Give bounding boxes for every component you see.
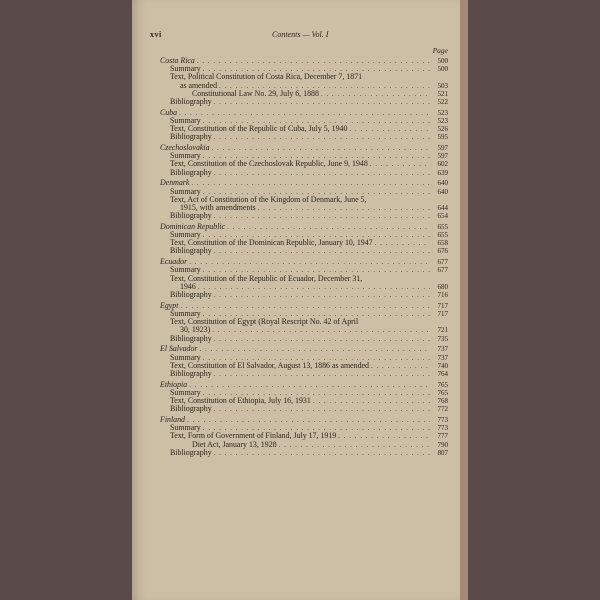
dot-leader xyxy=(212,144,430,152)
toc-entry-text: Summary xyxy=(170,352,201,362)
dot-leader xyxy=(199,345,430,353)
toc-page-number: 522 xyxy=(437,97,448,106)
toc-page-number: 765 xyxy=(437,388,448,397)
toc-entry-text: Bibliography xyxy=(170,404,212,414)
dot-leader xyxy=(258,204,430,212)
toc-entry xyxy=(160,405,448,413)
page-folio: xvi xyxy=(150,30,162,39)
toc-entry-text: Dominican Republic xyxy=(160,221,226,231)
toc-entry-text: Text, Political Constitution of Costa Rica, December 7, 1871 xyxy=(170,72,363,82)
toc-entry-text: Text, Act of Constitution of the Kingdom of Denmark, June 5, xyxy=(170,194,367,204)
toc-page-number: 655 xyxy=(437,231,448,240)
dot-leader xyxy=(189,258,430,266)
toc-page-number: 644 xyxy=(437,203,448,212)
toc-entry-text: Text, Constitution of the Republic of Ecuador, December 31, xyxy=(170,273,363,283)
toc-country-heading xyxy=(160,416,448,424)
toc-page-number: 503 xyxy=(437,81,448,90)
toc-entry-text: Summary xyxy=(170,115,201,125)
dot-leader xyxy=(349,125,430,133)
toc-entry-text: Text, Constitution of the Republic of Cuba, July 5, 1940 xyxy=(170,124,348,134)
toc-page-number: 658 xyxy=(437,239,448,248)
toc-entry-text: Text, Constitution of the Czechoslovak Republic, June 9, 1948 xyxy=(170,159,368,169)
toc-page-number: 595 xyxy=(437,133,448,142)
dot-leader xyxy=(214,291,430,299)
toc-page-number: 737 xyxy=(437,345,448,354)
toc-entry-text: Text, Form of Government of Finland, July 17, 1919 xyxy=(170,431,337,441)
dot-leader xyxy=(214,212,430,220)
toc-page-number: 602 xyxy=(437,160,448,169)
toc-page-number: 677 xyxy=(437,258,448,267)
dot-leader xyxy=(214,133,430,141)
toc-entry-text: Summary xyxy=(170,423,201,433)
toc-country-heading xyxy=(160,109,448,117)
toc-page-number: 523 xyxy=(437,108,448,117)
dot-leader xyxy=(212,326,430,334)
toc-page-number: 655 xyxy=(437,222,448,231)
toc-entry-text: Bibliography xyxy=(170,96,212,106)
toc-page-number: 500 xyxy=(437,56,448,65)
toc-entry xyxy=(160,212,448,220)
toc-entry xyxy=(160,291,448,299)
toc-page-number: 716 xyxy=(437,291,448,300)
dot-leader xyxy=(375,239,430,247)
toc-entry xyxy=(160,370,448,378)
toc-country-heading xyxy=(160,144,448,152)
toc-entry-text: Denmark xyxy=(160,178,190,188)
table-of-contents xyxy=(160,57,448,457)
toc-entry xyxy=(160,449,448,457)
toc-country-heading xyxy=(160,302,448,310)
toc-entry-text: Ethiopia xyxy=(160,379,188,389)
toc-entry xyxy=(160,133,448,141)
toc-page-number: 790 xyxy=(437,440,448,449)
toc-entry-text: Text, Constitution of Egypt (Royal Rescript No. 42 of April xyxy=(170,317,359,327)
toc-country-heading xyxy=(160,381,448,389)
dot-leader xyxy=(214,370,430,378)
page-edge xyxy=(460,0,468,600)
toc-country-heading xyxy=(160,258,448,266)
toc-entry-text: Bibliography xyxy=(170,447,212,457)
dot-leader xyxy=(370,160,430,168)
toc-page-number: 526 xyxy=(437,125,448,134)
toc-entry-text: 1946 xyxy=(180,281,196,291)
dot-leader xyxy=(189,381,430,389)
dot-leader xyxy=(214,169,430,177)
toc-page-number: 721 xyxy=(437,326,448,335)
toc-page-number: 773 xyxy=(437,424,448,433)
toc-entry-text: Bibliography xyxy=(170,246,212,256)
toc-entry-text: Egypt xyxy=(160,300,179,310)
dot-leader xyxy=(279,441,430,449)
toc-entry-text: Summary xyxy=(170,308,201,318)
toc-country-heading xyxy=(160,345,448,353)
toc-entry-text: Finland xyxy=(160,415,185,425)
toc-entry-text: Text, Constitution of Ethiopia, July 16, 1931 xyxy=(170,396,311,406)
toc-country-heading xyxy=(160,223,448,231)
toc-entry-text: Cuba xyxy=(160,107,178,117)
toc-entry-text: Text, Constitution of the Dominican Republic, January 10, 1947 xyxy=(170,238,373,248)
toc-entry xyxy=(160,248,448,256)
toc-entry-text: 1915, with amendments xyxy=(180,202,256,212)
toc-page-number: 740 xyxy=(437,361,448,370)
toc-page-number: 807 xyxy=(437,448,448,457)
dot-leader xyxy=(371,362,430,370)
toc-page-number: 640 xyxy=(437,187,448,196)
dot-leader xyxy=(214,405,430,413)
toc-page-number: 735 xyxy=(437,334,448,343)
toc-page-number: 676 xyxy=(437,247,448,256)
toc-page-number: 597 xyxy=(437,152,448,161)
dot-leader xyxy=(191,179,430,187)
running-title: Contents — Vol. I xyxy=(272,30,329,39)
dot-leader xyxy=(321,90,430,98)
toc-page-number: 737 xyxy=(437,353,448,362)
toc-page-number: 765 xyxy=(437,380,448,389)
toc-entry-text: as amended xyxy=(180,80,218,90)
book-page xyxy=(132,0,460,600)
dot-leader xyxy=(338,432,430,440)
toc-page-number: 680 xyxy=(437,282,448,291)
toc-page-number: 773 xyxy=(437,416,448,425)
dot-leader xyxy=(187,416,430,424)
toc-page-number: 677 xyxy=(437,266,448,275)
toc-page-number: 597 xyxy=(437,144,448,153)
toc-entry-text: Text, Constitution of El Salvador, August 13, 1886 as amended xyxy=(170,360,370,370)
dot-leader xyxy=(313,397,430,405)
toc-page-number: 500 xyxy=(437,65,448,74)
toc-entry-text: Summary xyxy=(170,186,201,196)
toc-page-number: 768 xyxy=(437,397,448,406)
dot-leader xyxy=(214,449,430,457)
toc-entry-text: Diet Act, January 13, 1928 xyxy=(192,439,277,449)
toc-page-number: 764 xyxy=(437,369,448,378)
dot-leader xyxy=(198,283,430,291)
toc-country-heading xyxy=(160,57,448,65)
toc-entry-text: Summary xyxy=(170,387,201,397)
toc-page-number: 717 xyxy=(437,301,448,310)
toc-entry-text: 30, 1923) xyxy=(180,325,211,335)
toc-page-number: 521 xyxy=(437,89,448,98)
toc-entry-text: Summary xyxy=(170,230,201,240)
dot-leader xyxy=(197,57,430,65)
toc-entry-text: Bibliography xyxy=(170,211,212,221)
toc-entry xyxy=(160,169,448,177)
dot-leader xyxy=(227,223,430,231)
dot-leader xyxy=(214,247,430,255)
toc-page-number: 639 xyxy=(437,168,448,177)
toc-entry xyxy=(160,98,448,106)
toc-entry-text: Constitutional Law No. 29, July 6, 1888 xyxy=(192,88,319,98)
toc-entry xyxy=(160,335,448,343)
toc-page-number: 640 xyxy=(437,179,448,188)
toc-entry-text: Bibliography xyxy=(170,167,212,177)
toc-page-number: 777 xyxy=(437,432,448,441)
toc-entry-text: Bibliography xyxy=(170,368,212,378)
dot-leader xyxy=(180,302,430,310)
toc-entry-text: Bibliography xyxy=(170,132,212,142)
toc-entry xyxy=(160,275,448,283)
toc-entry-text: Czechoslovakia xyxy=(160,143,210,153)
toc-entry-text: El Salvador xyxy=(160,344,198,354)
toc-entry-text: Summary xyxy=(170,64,201,74)
dot-leader xyxy=(214,98,430,106)
toc-page-number: 654 xyxy=(437,212,448,221)
page-column-label: Page xyxy=(432,46,448,55)
toc-entry-text: Ecuador xyxy=(160,257,188,267)
dot-leader xyxy=(214,335,430,343)
toc-entry-text: Summary xyxy=(170,265,201,275)
dot-leader xyxy=(179,109,430,117)
toc-entry-text: Costa Rica xyxy=(160,55,195,65)
toc-page-number: 523 xyxy=(437,116,448,125)
toc-entry-text: Bibliography xyxy=(170,333,212,343)
toc-page-number: 772 xyxy=(437,405,448,414)
toc-entry-text: Bibliography xyxy=(170,290,212,300)
toc-page-number: 717 xyxy=(437,309,448,318)
toc-country-heading xyxy=(160,179,448,187)
toc-entry-text: Summary xyxy=(170,151,201,161)
